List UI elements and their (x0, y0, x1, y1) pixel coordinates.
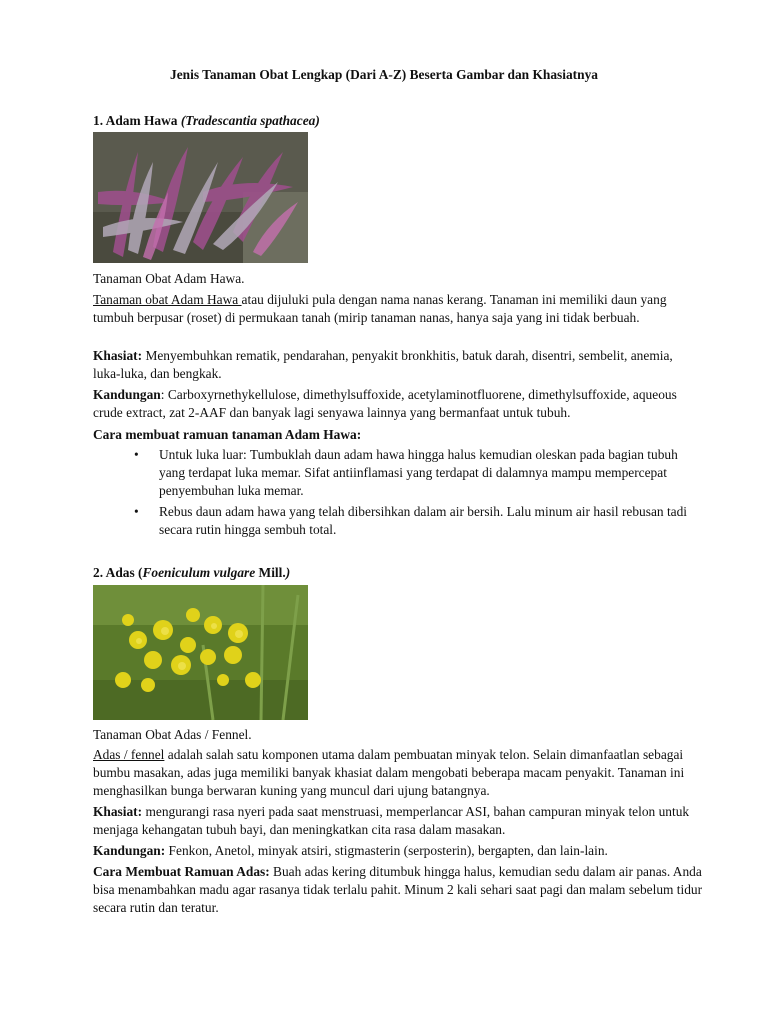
caption-adas: Tanaman Obat Adas / Fennel. (93, 727, 252, 742)
khasiat-adam-hawa: Khasiat: Menyembuhkan rematik, pendarahan, penyakit bronkhitis, batuk darah, disentri, sembelit, anemia, luka-luka, dan bengkak. (93, 348, 673, 381)
heading-name: 1. Adam Hawa (93, 113, 178, 128)
kandungan-adam-hawa: Kandungan: Carboxyrnethykellulose, dimethylsuffoxide, acetylaminotfluorene, dimethylsuffoxide, aqueous crude extract, zat 2-AAF dan banyak lagi senyawa lainnya yang bermanfaat untuk tubuh. (93, 387, 677, 420)
document-title: Jenis Tanaman Obat Lengkap (Dari A-Z) Beserta Gambar dan Khasiatnya (170, 67, 598, 82)
adas-photo (93, 585, 308, 720)
intro-adas: Adas / fennel adalah salah satu komponen utama dalam pembuatan minyak telon. Selain dimanfaatlan sebagai bumbu masakan, adas juga memiliki banyak khasiat dalam mengobati beberapa macam penyakit. Tanaman ini menghasilkan bunga berwaran kuning yang muncul dari ujung batangnya. (93, 747, 685, 798)
list-item: • Rebus daun adam hawa yang telah dibersihkan dalam air bersih. Lalu minum air hasil rebusan tadi secara rutin hingga sembuh total. (134, 504, 688, 537)
link-adas[interactable]: Adas / fennel (93, 747, 165, 762)
cara-adas: Cara Membuat Ramuan Adas: Buah adas kering ditumbuk hingga halus, kemudian sedu dalam air panas. Anda bisa menambahkan madu agar rasanya tidak terlalu pahit. Minum 2 kali sehari saat pagi dan malam sebelum tidur secara rutin dan teratur. (93, 864, 703, 915)
adam-hawa-photo (93, 132, 308, 263)
list-item: • Untuk luka luar: Tumbuklah daun adam hawa hingga halus kemudian oleskan pada bagian tubuh yang terdapat luka memar. Sifat antiinflamasi yang terdapat di dalamnya mampu mempercepat penyembuhan luka memar. (134, 447, 678, 498)
link-adam-hawa[interactable]: Tanaman obat Adam Hawa (93, 292, 242, 307)
bullet-list-adam-hawa (93, 446, 703, 542)
khasiat-adas: Khasiat: mengurangi rasa nyeri pada saat menstruasi, memperlancar ASI, bahan campuran minyak telon untuk menjaga kehangatan tubuh bayi, dan meningkatkan cita rasa dalam masakan. (93, 804, 690, 837)
heading-latin: Foeniculum vulgare (142, 565, 256, 580)
heading-latin: (Tradescantia spathacea) (180, 113, 320, 128)
intro-adam-hawa: Tanaman obat Adam Hawa atau dijuluki pula dengan nama nanas kerang. Tanaman ini memiliki daun yang tumbuh berpusar (roset) di permukaan tanah (mirip tanaman nanas, hanya saja yang ini tidak berbuah. (93, 292, 667, 325)
caption-adam-hawa: Tanaman Obat Adam Hawa. (93, 271, 245, 286)
cara-heading-adam-hawa: Cara membuat ramuan tanaman Adam Hawa: (93, 427, 362, 442)
kandungan-adas: Kandungan: Fenkon, Anetol, minyak atsiri, stigmasterin (serposterin), bergapten, dan lain-lain. (93, 843, 608, 858)
section-heading-adam-hawa (93, 112, 320, 130)
section-heading-adas: 2. Adas (Foeniculum vulgare Mill.) (93, 565, 291, 580)
